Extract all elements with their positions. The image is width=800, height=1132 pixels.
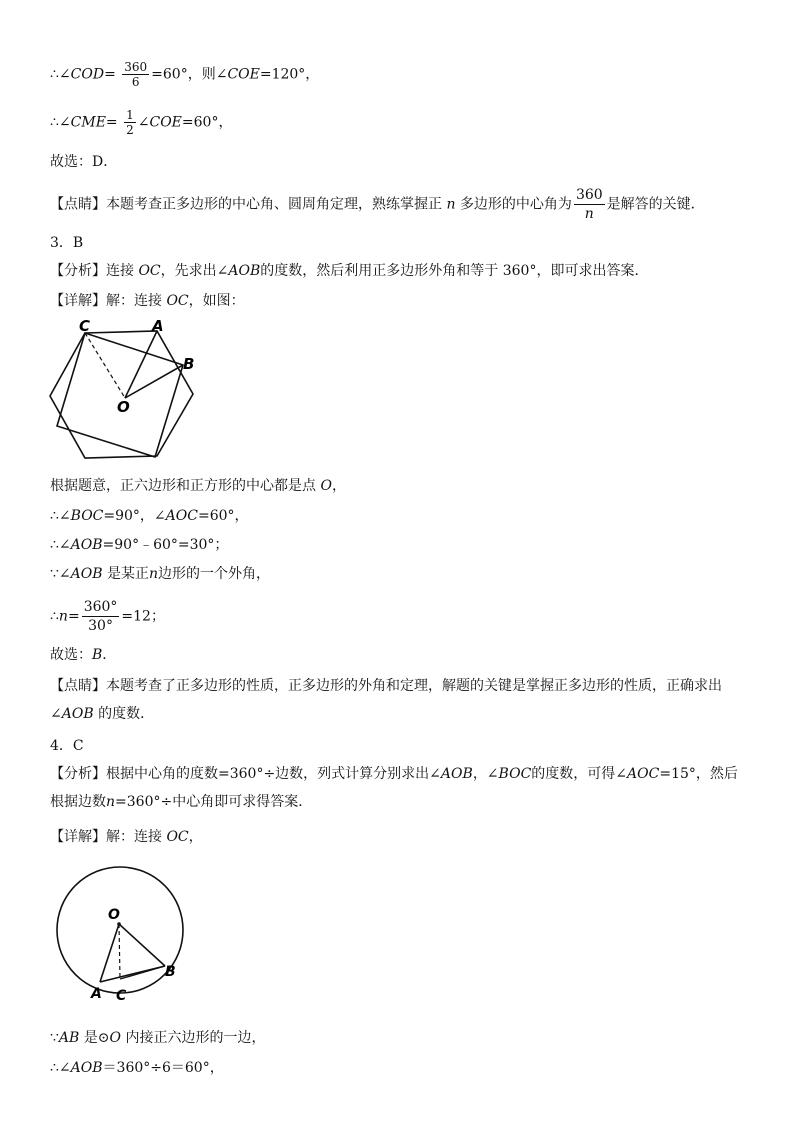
q3-step-5: ∴n= $\frac{360^\circ}{30^\circ}$ =12； <box>50 599 165 634</box>
q4-detail: 【详解】解：连接 OC， <box>50 829 203 845</box>
solution-line-cod: ∴∠COD= $\frac{360}{6}$ =60°，则∠COE=120°， <box>50 60 320 89</box>
question-4-heading: 4．C <box>50 738 84 754</box>
label-a: A <box>152 318 164 335</box>
q3-comment: 【点睛】本题考查了正多边形的性质，正多边形的外角和定理，解题的关键是掌握正多边形的性质，正确求出∠AOB 的度数． <box>50 678 722 722</box>
q3-step-3: ∴∠AOB=90°﹣60°=30°； <box>50 537 229 553</box>
q3-analysis: 【分析】连接 OC，先求出∠AOB的度数，然后利用正多边形外角和等于 360°，即可求出答案． <box>50 263 649 279</box>
segment-ob <box>119 924 165 966</box>
q3-step-4: ∵∠AOB 是某正n边形的一个外角， <box>50 566 271 582</box>
label-c: C <box>116 988 127 1004</box>
segment-oa <box>125 331 157 398</box>
segment-oa <box>100 924 119 982</box>
question-3-heading: 3．B <box>50 235 84 251</box>
square <box>57 333 183 457</box>
label-a: A <box>91 986 102 1002</box>
label-b: B <box>183 355 195 373</box>
label-c: C <box>79 318 91 335</box>
answer-choice-q2: 故选：D． <box>50 154 118 170</box>
fraction-360-over-30: $\frac{360^\circ}{30^\circ}$ <box>83 599 118 634</box>
label-o: O <box>108 907 120 923</box>
label-b: B <box>165 964 176 980</box>
solution-line-cme: ∴∠CME= $\frac{1}{2}$ ∠COE=60°， <box>50 108 233 137</box>
q4-analysis: 【分析】根据中心角的度数=360°÷边数，列式计算分别求出∠AOB，∠BOC的度数，可得∠AOC=15°，然后根据边数n=360°÷中心角即可求得答案． <box>50 766 738 810</box>
regular-hexagon <box>50 331 193 458</box>
q3-detail: 【详解】解：连接 OC，如图： <box>50 293 245 309</box>
q4-step-1: ∵AB 是⊙O 内接正六边形的一边， <box>50 1030 266 1046</box>
q3-answer: 故选：B． <box>50 647 117 663</box>
comment-q2: 【点睛】本题考查正多边形的中心角、圆周角定理，熟练掌握正 n 多边形的中心角为 $\frac{360}{n}$ 是解答的关键． <box>50 187 705 222</box>
fraction-360-over-6: $\frac{360}{6}$ <box>124 60 148 89</box>
segment-oc <box>119 924 120 979</box>
q3-step-2: ∴∠BOC=90°，∠AOC=60°， <box>50 508 249 524</box>
label-o: O <box>117 398 130 416</box>
fraction-one-half: $\frac{1}{2}$ <box>126 108 134 137</box>
segment-cb <box>120 966 165 979</box>
circle-figure <box>52 862 192 1007</box>
fraction-360-over-n: $\frac{360}{n}$ <box>575 187 603 222</box>
q4-step-2: ∴∠AOB＝360°÷6＝60°， <box>50 1060 224 1076</box>
hexagon-square-figure <box>45 318 205 470</box>
segment-oc <box>85 333 125 398</box>
q3-step-1: 根据题意，正六边形和正方形的中心都是点 O， <box>50 478 346 494</box>
